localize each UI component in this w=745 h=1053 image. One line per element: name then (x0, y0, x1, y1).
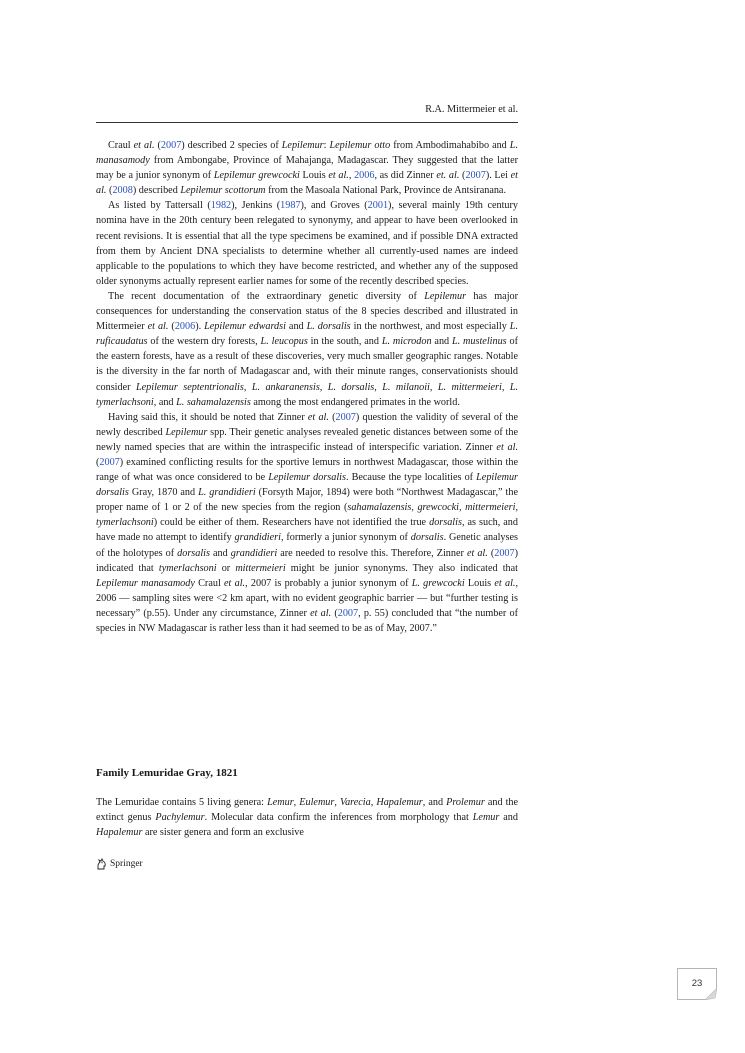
text-run: or (216, 562, 236, 574)
paragraph-2 (96, 198, 518, 289)
text-run: and (499, 812, 518, 824)
paragraph-3 (96, 289, 518, 410)
text-run: ), several mainly 19th century nomina have in the 20th century been relegated to synonymy, and appear to have been overlooked in recent revisions. It is essential that all the type specimens be examined, and if possible DNA extracted from them by Ancient DNA specialists to determine whether all currently-used names are indeed applicable to the populations to which they have become restricted, and whether any of the supposed older synonyms actually represent earlier names for some of the recently described species. (96, 200, 519, 287)
text-run: ) described 2 species of (181, 140, 282, 151)
text-run: ( (487, 547, 495, 559)
text-run: , and (153, 396, 177, 408)
italic-term: Lepilemur dorsalis (268, 472, 346, 484)
running-head-text: R.A. Mittermeier et al. (425, 104, 518, 115)
text-run: and (209, 547, 231, 559)
text-run: of the western dry forests, (147, 336, 261, 348)
italic-term: L. microdon (381, 336, 432, 348)
text-run: , (334, 797, 340, 808)
text-run: ( (154, 140, 161, 151)
text-run: spp. Their genetic analyses revealed genetic distances between some of the newly named species that are within the intraspecific instead of interspecific variation. Zinner (96, 426, 518, 453)
italic-term: L. dorsalis (306, 321, 351, 333)
italic-term: Lepilemur manasamody (96, 577, 195, 589)
text-run: in the northwest, and most especially (350, 321, 510, 333)
italic-term: et al. (133, 140, 155, 151)
citation-link[interactable]: 2007 (99, 456, 120, 468)
citation-link[interactable]: 2007 (337, 607, 359, 619)
italic-term: L. manasamody (96, 140, 518, 167)
text-run: , (293, 797, 300, 808)
text-run: Louis (299, 170, 329, 182)
italic-term: dorsalis (429, 517, 462, 529)
text-run: , (348, 170, 355, 182)
text-run: Having said this, it should be noted that Zinner (108, 411, 308, 423)
text-run: ), Jenkins ( (231, 200, 281, 212)
text-run: ( (168, 321, 175, 333)
italic-term: et al. (328, 170, 349, 182)
italic-term: et al. (310, 607, 332, 619)
text-run: Craul (108, 140, 134, 151)
italic-term: et. (436, 170, 447, 182)
text-run: and (431, 336, 452, 348)
italic-term: Lepilemur otto (329, 140, 391, 151)
italic-term: dorsalis (177, 547, 210, 559)
text-run: ( (328, 411, 336, 423)
family-paragraph (96, 795, 518, 840)
text-run: ) examined conflicting results for the sportive lemurs in northwest Madagascar, those within the range of what was once considered to be (96, 456, 518, 484)
italic-term: Lepilemur (165, 426, 208, 438)
publisher-name: Springer (110, 859, 143, 869)
text-run: . Genetic analyses of the holotypes of (96, 532, 518, 559)
header-rule (96, 122, 518, 123)
citation-link[interactable]: 2006 (354, 170, 375, 182)
text-run: ) could be either of them. Researchers have not identified the true (153, 517, 430, 529)
text-run: , (319, 381, 328, 393)
citation-link[interactable]: 2001 (367, 200, 389, 212)
italic-term: et al. (307, 411, 329, 423)
italic-term: L. grewcocki (411, 577, 465, 589)
citation-link[interactable]: 1982 (210, 200, 232, 212)
italic-term: grandidieri (230, 547, 278, 559)
text-run: Craul (194, 577, 225, 589)
text-run: , (243, 381, 252, 393)
italic-term: Pachylemur (155, 812, 205, 824)
springer-knight-icon (96, 858, 107, 870)
page-curl-icon (705, 988, 717, 1000)
text-run: ) question the validity of several of the newly described (96, 411, 518, 438)
running-head (96, 104, 518, 116)
text-run: , formerly a junior synonym of (280, 532, 411, 544)
text-run: : (323, 140, 330, 151)
text-run: As listed by Tattersall ( (108, 200, 211, 212)
italic-term: L. dorsalis (327, 381, 375, 393)
text-run: The recent documentation of the extraordinary genetic diversity of (108, 290, 425, 302)
italic-term: grandidieri (234, 532, 281, 544)
text-run: and the extinct genus (96, 797, 519, 824)
italic-term: L. milanoii (382, 381, 430, 393)
italic-term: Prolemur (446, 797, 485, 808)
text-run: , as did Zinner (374, 170, 437, 182)
italic-term: mittermeieri (235, 562, 286, 574)
italic-term: sahamalazensis, grewcocki, mittermeieri, tymerlachsoni (96, 502, 518, 529)
text-run: are needed to resolve this. Therefore, Zinner (277, 547, 467, 559)
italic-term: dorsalis (410, 532, 444, 544)
italic-term: al. (448, 170, 460, 182)
italic-term: et al. (494, 577, 516, 589)
text-run: . Molecular data confirm the inferences from morphology that (204, 812, 473, 824)
publisher-logo (96, 858, 143, 870)
paragraph-1 (96, 138, 518, 198)
citation-link[interactable]: 1987 (280, 200, 301, 212)
italic-term: Lepilemur (424, 290, 467, 302)
text-run: from the Masoala National Park, Province de Antsiranana. (265, 185, 507, 197)
text-run: , (370, 797, 377, 808)
italic-term: Lemur (472, 812, 500, 824)
section-heading (96, 766, 518, 780)
paragraph-4 (96, 410, 518, 636)
text-run: , p. 55) concluded that “the number of species in NW Madagascar is rather less than it had seemed to be as of May, 2007.” (96, 607, 518, 634)
italic-term: et al. (96, 170, 519, 197)
italic-term: tymerlachsoni (158, 562, 217, 574)
text-run: . Because the type localities of (345, 472, 477, 484)
italic-term: et al. (496, 441, 518, 453)
text-run: (Forsyth Major, 1894) were both “Northwest Madagascar,” the proper name of 1 or 2 of the new species from the region ( (96, 487, 519, 514)
text-run: might be junior synonyms. They also indicated that (285, 562, 518, 574)
text-run: among the most endangered primates in the world. (250, 396, 460, 408)
italic-term: L. ankaranensis (251, 381, 320, 393)
text-run: ( (96, 456, 100, 468)
text-run: Gray, 1870 and (128, 487, 199, 499)
text-run: ), and Groves ( (300, 200, 368, 212)
italic-term: Lepilemur scottorum (180, 185, 266, 197)
text-run: ). (195, 321, 205, 333)
italic-term: L. tymerlachsoni (96, 381, 519, 408)
text-run: ( (331, 607, 338, 619)
text-run: The Lemuridae contains 5 living genera: (96, 797, 268, 808)
text-run: from Ambodimahabibo and (390, 140, 510, 151)
section-heading-text: Family Lemuridae Gray, 1821 (96, 767, 238, 779)
body-text (96, 138, 518, 636)
text-run: , (429, 381, 438, 393)
text-run: , and (422, 797, 447, 808)
text-run: ( (106, 185, 113, 197)
citation-link[interactable]: 2008 (112, 185, 133, 197)
citation-link[interactable]: 2007 (465, 170, 486, 182)
text-run: and (285, 321, 307, 333)
italic-term: Lepilemur (281, 140, 324, 151)
citation-link[interactable]: 2006 (174, 321, 196, 333)
text-run: has major consequences for understanding the conservation status of the 8 species described and illustrated in Mittermeier (96, 290, 519, 333)
page-number: 23 (691, 978, 703, 989)
italic-term: L. leucopus (260, 336, 308, 348)
text-run: Louis (464, 577, 495, 589)
text-run: , 2007 is probably a junior synonym of (245, 577, 412, 589)
text-run: from Ambongabe, Province of Mahajanga, Madagascar. They suggested that the latter may be a junior synonym of (96, 155, 518, 182)
italic-term: L. sahamalazensis (176, 396, 251, 408)
italic-term: L. ruficaudatus (96, 321, 519, 348)
italic-term: et al. (147, 321, 169, 333)
text-run: ). Lei (485, 170, 511, 182)
text-run: of the eastern forests, have as a result of these discoveries, very much smaller geographic ranges. Notable is the diversity in the far north of Madagascar and, with their minute ranges, conservationists should consider (96, 336, 518, 393)
italic-term: et al. (466, 547, 488, 559)
text-run: , 2006 — sampling sites were <2 km apart, with no evident geographic barrier — but “further testing is necessary” (p.55). Under any circumstance, Zinner (96, 577, 518, 619)
text-run: , as such, and have made no attempt to identify (96, 517, 518, 544)
text-run: ( (459, 170, 466, 182)
italic-term: Hapalemur (376, 797, 423, 808)
text-run: , (501, 381, 510, 393)
citation-link[interactable]: 2007 (335, 411, 356, 423)
text-run: , (374, 381, 383, 393)
text-run: ) indicated that (96, 547, 518, 574)
family-section-text (96, 795, 518, 840)
italic-term: Eulemur (299, 797, 335, 808)
italic-term: Lepilemur edwardsi (204, 321, 286, 333)
italic-term: L. mustelinus (451, 336, 507, 348)
italic-term: Varecia (339, 797, 371, 808)
italic-term: Lepilemur grewcocki (213, 170, 300, 182)
italic-term: L. grandidieri (198, 487, 256, 499)
italic-term: et al. (224, 577, 246, 589)
citation-link[interactable]: 2007 (160, 140, 182, 151)
italic-term: Hapalemur (96, 827, 143, 839)
citation-link[interactable]: 2007 (494, 547, 515, 559)
italic-term: L. mittermeieri (437, 381, 502, 393)
text-run: ) described (132, 185, 181, 197)
text-run: are sister genera and form an exclusive (142, 827, 304, 839)
italic-term: Lemur (267, 797, 294, 808)
italic-term: Lepilemur septentrionalis (135, 381, 244, 393)
italic-term: Lepilemur dorsalis (96, 472, 519, 499)
text-run: in the south, and (307, 336, 382, 348)
